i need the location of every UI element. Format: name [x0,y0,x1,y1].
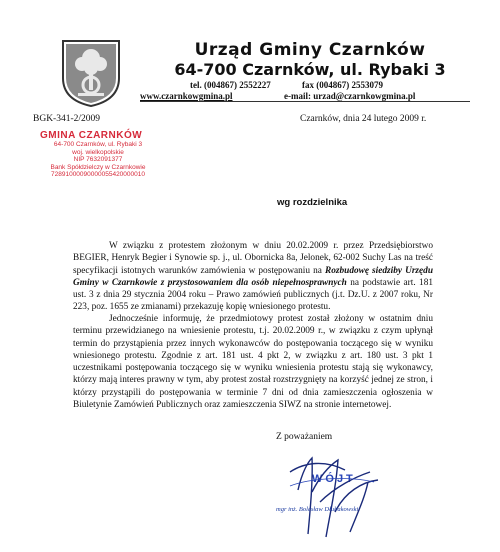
paragraph-text: W związku z protestem złożonym w dniu 20.02.2009 r. przez Przedsiębiorstwo BEGIER, Henryk Begier i Synowie sp. j., ul. Obornicka 8a, Jelonek, 62-002 Suchy Las na treść specyfikacji istotnych warunków zamówienia w postępowaniu na [73,241,433,276]
stamp-nip: NIP 7632091377 [73,156,123,164]
signatory-name: mgr inż. Bolesław Dłubakowski [276,506,359,513]
paragraph-text: Jednocześnie informuję, że przedmiotowy protest został złożony w ostatnim dniu terminu przewidzianego na wniesienie protestu, t.j. 20.02.2009 r., w związku z czym upłynął termin do przystąpienia przez innych wykonawców do postępowania toczącego się w wyniku wniesionego protestu. Zgodnie z art. 181 ust. 4 pkt 2, w związku z art. 180 ust. 3 pkt 1 uczestnikami postępowania toczącego się w wyniku wniesienia protestu stają się wykonawcy, którzy mają interes prawny w tym, aby protest został rozstrzygnięty na korzyść jednej ze stron, i którzy przystąpili do postępowania w terminie 7 dni od dnia zamieszczenia ogłoszenia w Biuletynie Zamówień Publicznych oraz zamieszczenia SIWZ na stronie internetowej. [73,314,433,411]
office-address: 64-700 Czarnków, ul. Rybaki 3 [174,60,446,79]
reference-number: BGK-341-2/2009 [33,114,101,124]
stamp-address: 64-700 Czarnków, ul. Rybaki 3 [53,141,143,148]
stamp-region: woj. wielkopolskie [72,148,124,156]
coat-of-arms-icon [60,38,122,108]
email-address[interactable]: e-mail: urzad@czarnkowgmina.pl [284,91,416,101]
recipient: wg rozdzielnika [277,197,348,208]
paragraph-information [73,313,433,411]
signature-icon [250,442,390,542]
closing-salutation: Z poważaniem [276,432,333,442]
fax-number: fax (004867) 2553079 [302,80,383,90]
office-stamp [38,130,158,179]
project-name: Rozbudowę siedziby Urzędu Gminy w Czarnkowie z przystosowaniem dla osób niepełnosprawnych [73,265,433,288]
stamp-bank: Bank Spółdzielczy w Czarnkowie [50,163,146,171]
letter-date: Czarnków, dnia 24 lutego 2009 r. [300,114,427,124]
paragraph-text: na podstawie art. 181 ust. 3 z dnia 29 stycznia 2004 roku – Prawo zamówień publicznych (j.t. Dz.U. z 2007 roku, Nr 223, poz. 1655 ze zmianami) przekazuję kopię wniesionego protestu. [73,277,433,313]
paragraph-protest [73,240,433,314]
signature-stamp-word: WÓJT [312,473,356,485]
website-link[interactable]: www.czarnkowgmina.pl [140,91,233,101]
header-divider [140,101,470,102]
phone-number: tel. (004867) 2552227 [190,80,271,90]
office-title: Urząd Gminy Czarnków [194,40,426,60]
stamp-account: 72891000090000055420000010 [51,171,145,179]
stamp-name: GMINA CZARNKÓW [40,130,143,141]
